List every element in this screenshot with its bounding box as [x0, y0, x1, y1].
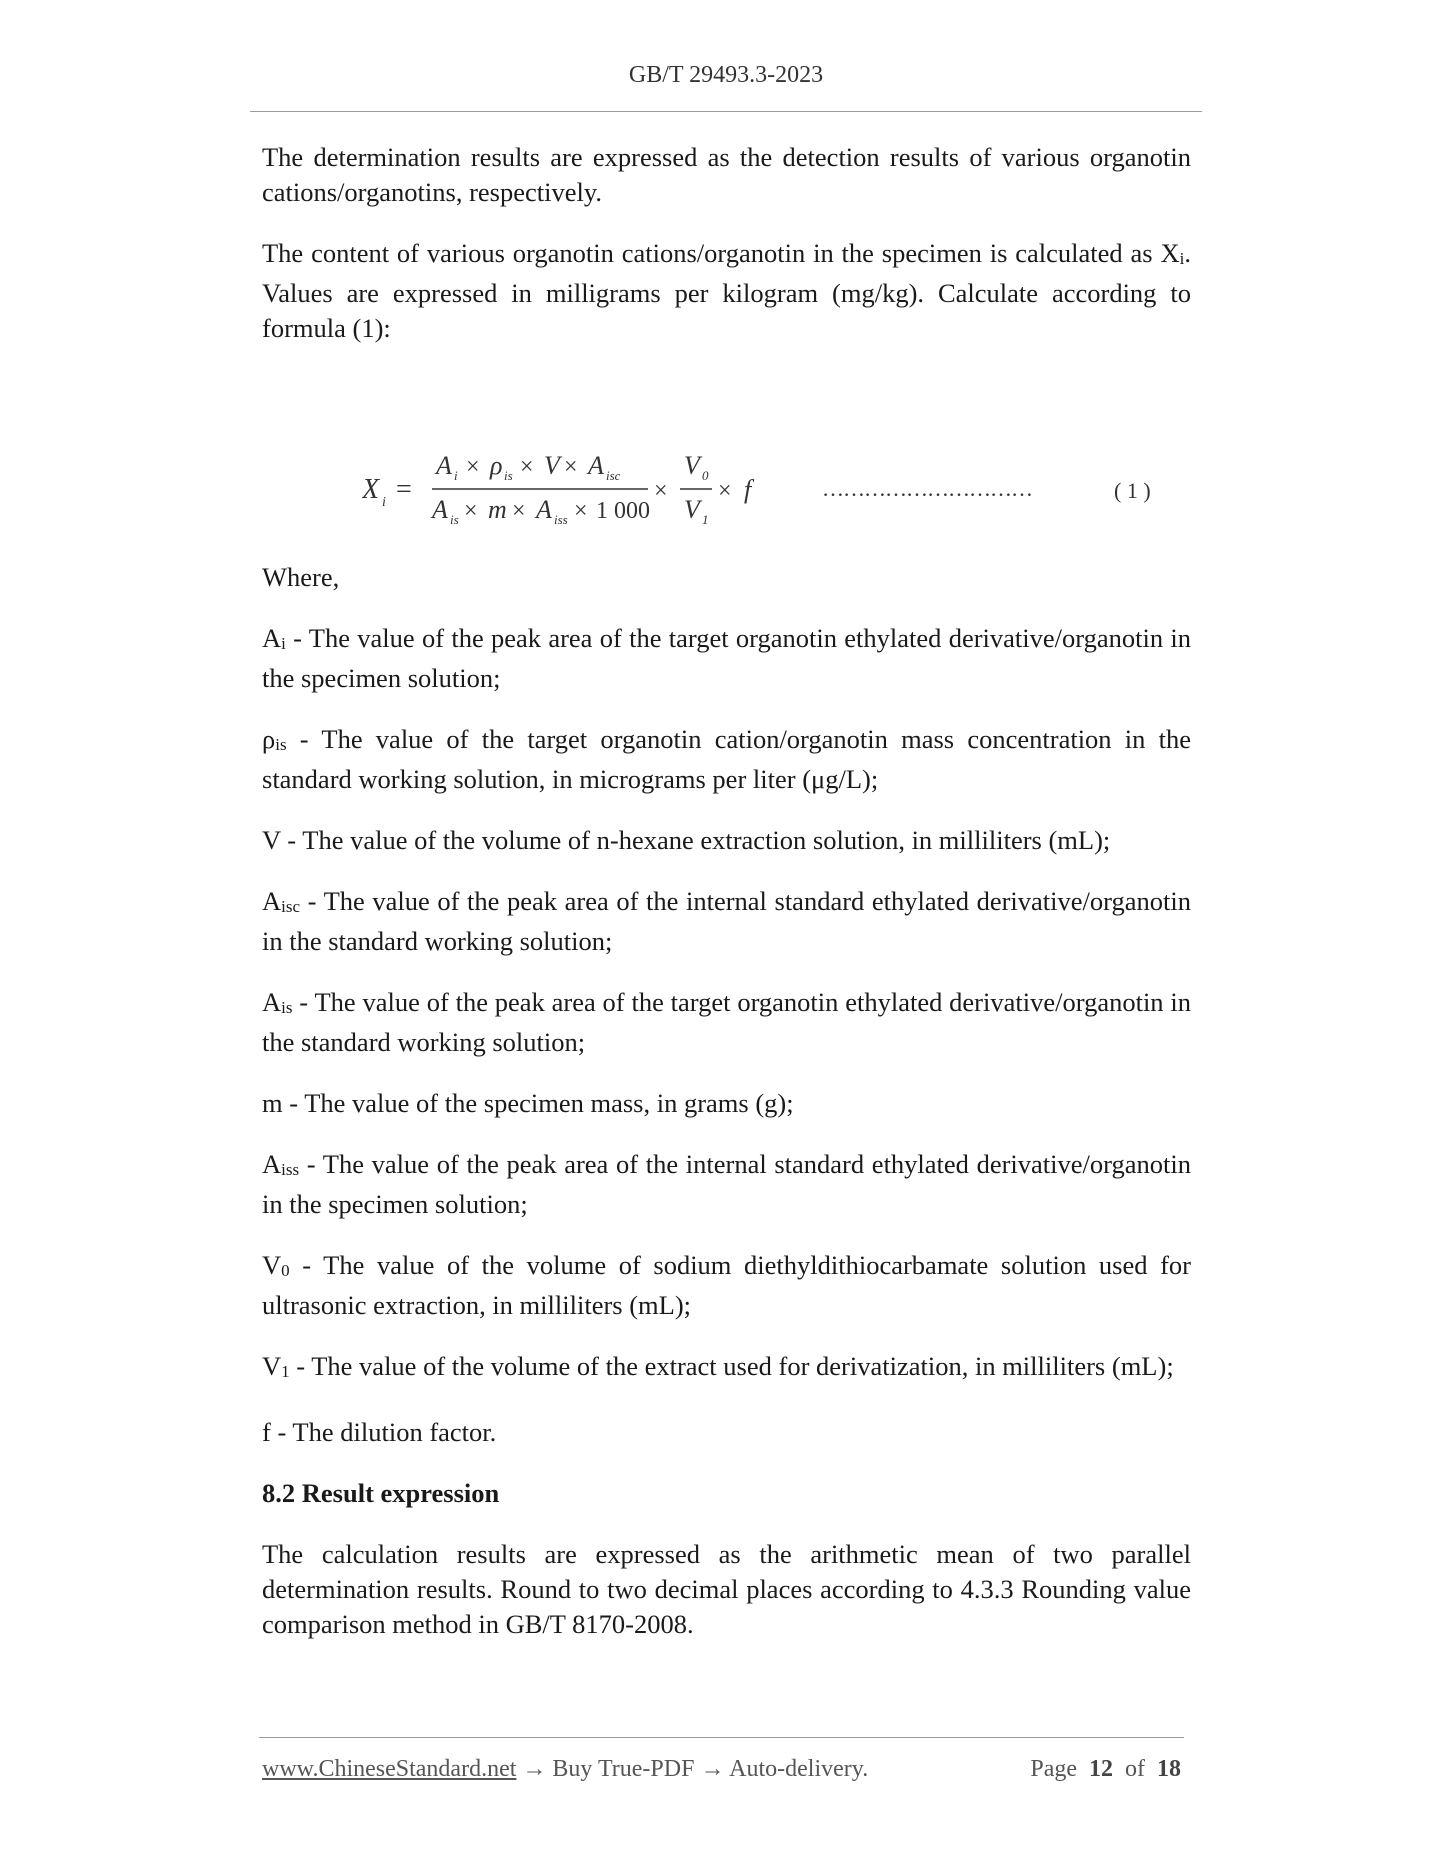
definition-text: - The value of the peak area of the internal standard ethylated derivative/organotin in the specimen solution; — [262, 1149, 1191, 1219]
footer-page-indicator — [1030, 1756, 1181, 1783]
definition-symbol: m — [262, 1088, 283, 1118]
definition-text: - The value of the volume of the extract used for derivatization, in milliliters (mL); — [289, 1351, 1174, 1381]
definition-symbol: f — [262, 1417, 271, 1447]
formula-equals: = — [396, 474, 412, 505]
definition-item — [262, 722, 1191, 797]
definition-text: - The value of the peak area of the target organotin ethylated derivative/organotin in the specimen solution; — [262, 623, 1191, 693]
where-label: Where, — [262, 562, 340, 592]
footer-website-link[interactable]: www.ChineseStandard.net — [262, 1756, 517, 1782]
formula-num-A: A — [436, 451, 452, 480]
definition-item — [262, 884, 1191, 959]
intro-paragraph-2-text: The content of various organotin cations/organotin in the specimen is calculated as X — [262, 238, 1180, 268]
definition-symbol: V — [262, 1351, 282, 1381]
formula-times-7: × — [654, 478, 668, 504]
definition-symbol-sub: i — [281, 634, 286, 653]
section-body: The calculation results are expressed as the arithmetic mean of two parallel determination results. Round to two decimal places according to 4.3.3 Rounding value comparison method in GB/T 8170-2008. — [262, 1539, 1191, 1639]
formula-lhs-sub: i — [382, 495, 386, 510]
definition-symbol: A — [262, 987, 282, 1017]
intro-paragraph-2-sub: i — [1179, 249, 1185, 268]
definition-symbol-sub: is — [275, 735, 287, 754]
definition-text: - The value of the volume of n-hexane extraction solution, in milliliters (mL); — [280, 825, 1111, 855]
intro-paragraph-2 — [262, 236, 1191, 346]
definition-symbol-sub: iss — [281, 1160, 300, 1179]
formula-times-6: × — [574, 498, 588, 524]
definition-item — [262, 1086, 1191, 1121]
formula-frac2-num: V — [684, 451, 700, 480]
definition-text: - The value of the specimen mass, in grams (g); — [282, 1088, 794, 1118]
definition-symbol-sub: is — [281, 998, 293, 1017]
formula-num-Aisc: A — [588, 451, 604, 480]
footer-delivery-text: Auto-delivery. — [729, 1756, 869, 1782]
definition-item — [262, 621, 1191, 696]
definitions-list — [262, 621, 1191, 1450]
definition-symbol: V — [262, 825, 281, 855]
footer-rule — [259, 1737, 1184, 1738]
formula-frac2-den: V — [684, 495, 700, 524]
page-content — [262, 140, 1191, 1668]
page-number: 12 — [1089, 1756, 1113, 1782]
page-label: Page — [1030, 1756, 1077, 1782]
formula-times-1: × — [466, 454, 480, 480]
definition-symbol-sub: 1 — [281, 1362, 290, 1381]
formula-times-2: × — [520, 454, 534, 480]
definition-symbol: V — [262, 1250, 282, 1280]
formula-times-8: × — [718, 478, 732, 504]
formula-number: ( 1 ) — [1114, 478, 1151, 503]
arrow-icon: → — [700, 1756, 725, 1782]
definition-symbol: ρ — [262, 724, 276, 754]
definition-symbol-sub: 0 — [281, 1261, 290, 1280]
formula-num-rho: ρ — [490, 451, 503, 480]
formula-times-3: × — [564, 454, 578, 480]
formula-block — [262, 372, 1191, 560]
formula-den-A: A — [432, 495, 448, 524]
definition-item — [262, 823, 1191, 858]
formula-den-m: m — [488, 495, 507, 524]
document-header: GB/T 29493.3-2023 — [628, 62, 824, 88]
formula-times-5: × — [512, 498, 526, 524]
formula-num-V: V — [544, 451, 560, 480]
definition-text: - The value of the volume of sodium diethyldithiocarbamate solution used for ultrasonic extraction, in milliliters (mL); — [262, 1250, 1191, 1320]
footer-buy-link[interactable]: Buy True-PDF — [552, 1756, 695, 1782]
formula-lhs: X — [362, 474, 380, 505]
formula-den-A-sub: is — [450, 512, 459, 527]
formula-times-4: × — [464, 498, 478, 524]
definition-symbol: A — [262, 886, 282, 916]
page-total: 18 — [1157, 1756, 1181, 1782]
header-rule — [250, 111, 1202, 112]
formula-frac2-num-sub: 0 — [702, 468, 709, 483]
intro-paragraph-2-end: . Values are expressed in milligrams per kilogram (mg/kg). Calculate according to formula (1): — [262, 238, 1191, 343]
definition-text: - The value of the target organotin cation/organotin mass concentration in the standard working solution, in micrograms per liter (μg/L); — [262, 724, 1191, 794]
formula-num-Aisc-sub: isc — [606, 468, 621, 483]
definition-item — [262, 1147, 1191, 1222]
formula-den-const: 1 000 — [596, 498, 650, 524]
definition-symbol-sub: isc — [281, 897, 301, 916]
definition-item — [262, 985, 1191, 1060]
definition-text: - The value of the peak area of the internal standard ethylated derivative/organotin in the standard working solution; — [262, 886, 1191, 956]
formula-num-rho-sub: is — [504, 468, 513, 483]
formula-den-Aiss-sub: iss — [554, 512, 568, 527]
definition-text: - The dilution factor. — [270, 1417, 497, 1447]
formula-den-Aiss: A — [536, 495, 552, 524]
definition-symbol: A — [262, 623, 282, 653]
formula-frac2-den-sub: 1 — [702, 512, 709, 527]
formula-leader-dots: ………………………… — [822, 476, 1032, 501]
footer-left — [262, 1756, 868, 1783]
definition-item — [262, 1349, 1191, 1389]
definition-symbol: A — [262, 1149, 282, 1179]
formula-1 — [362, 432, 1222, 542]
formula-num-A-sub: i — [454, 468, 458, 483]
page-of-label: of — [1125, 1756, 1145, 1782]
intro-paragraph-1: The determination results are expressed as the detection results of various organotin cations/organotins, respectively. — [262, 142, 1191, 207]
arrow-icon: → — [522, 1756, 547, 1782]
section-heading: 8.2 Result expression — [262, 1478, 500, 1508]
definition-text: - The value of the peak area of the target organotin ethylated derivative/organotin in the standard working solution; — [262, 987, 1191, 1057]
formula-factor: f — [744, 475, 752, 504]
definition-item — [262, 1415, 1191, 1450]
definition-item — [262, 1248, 1191, 1323]
